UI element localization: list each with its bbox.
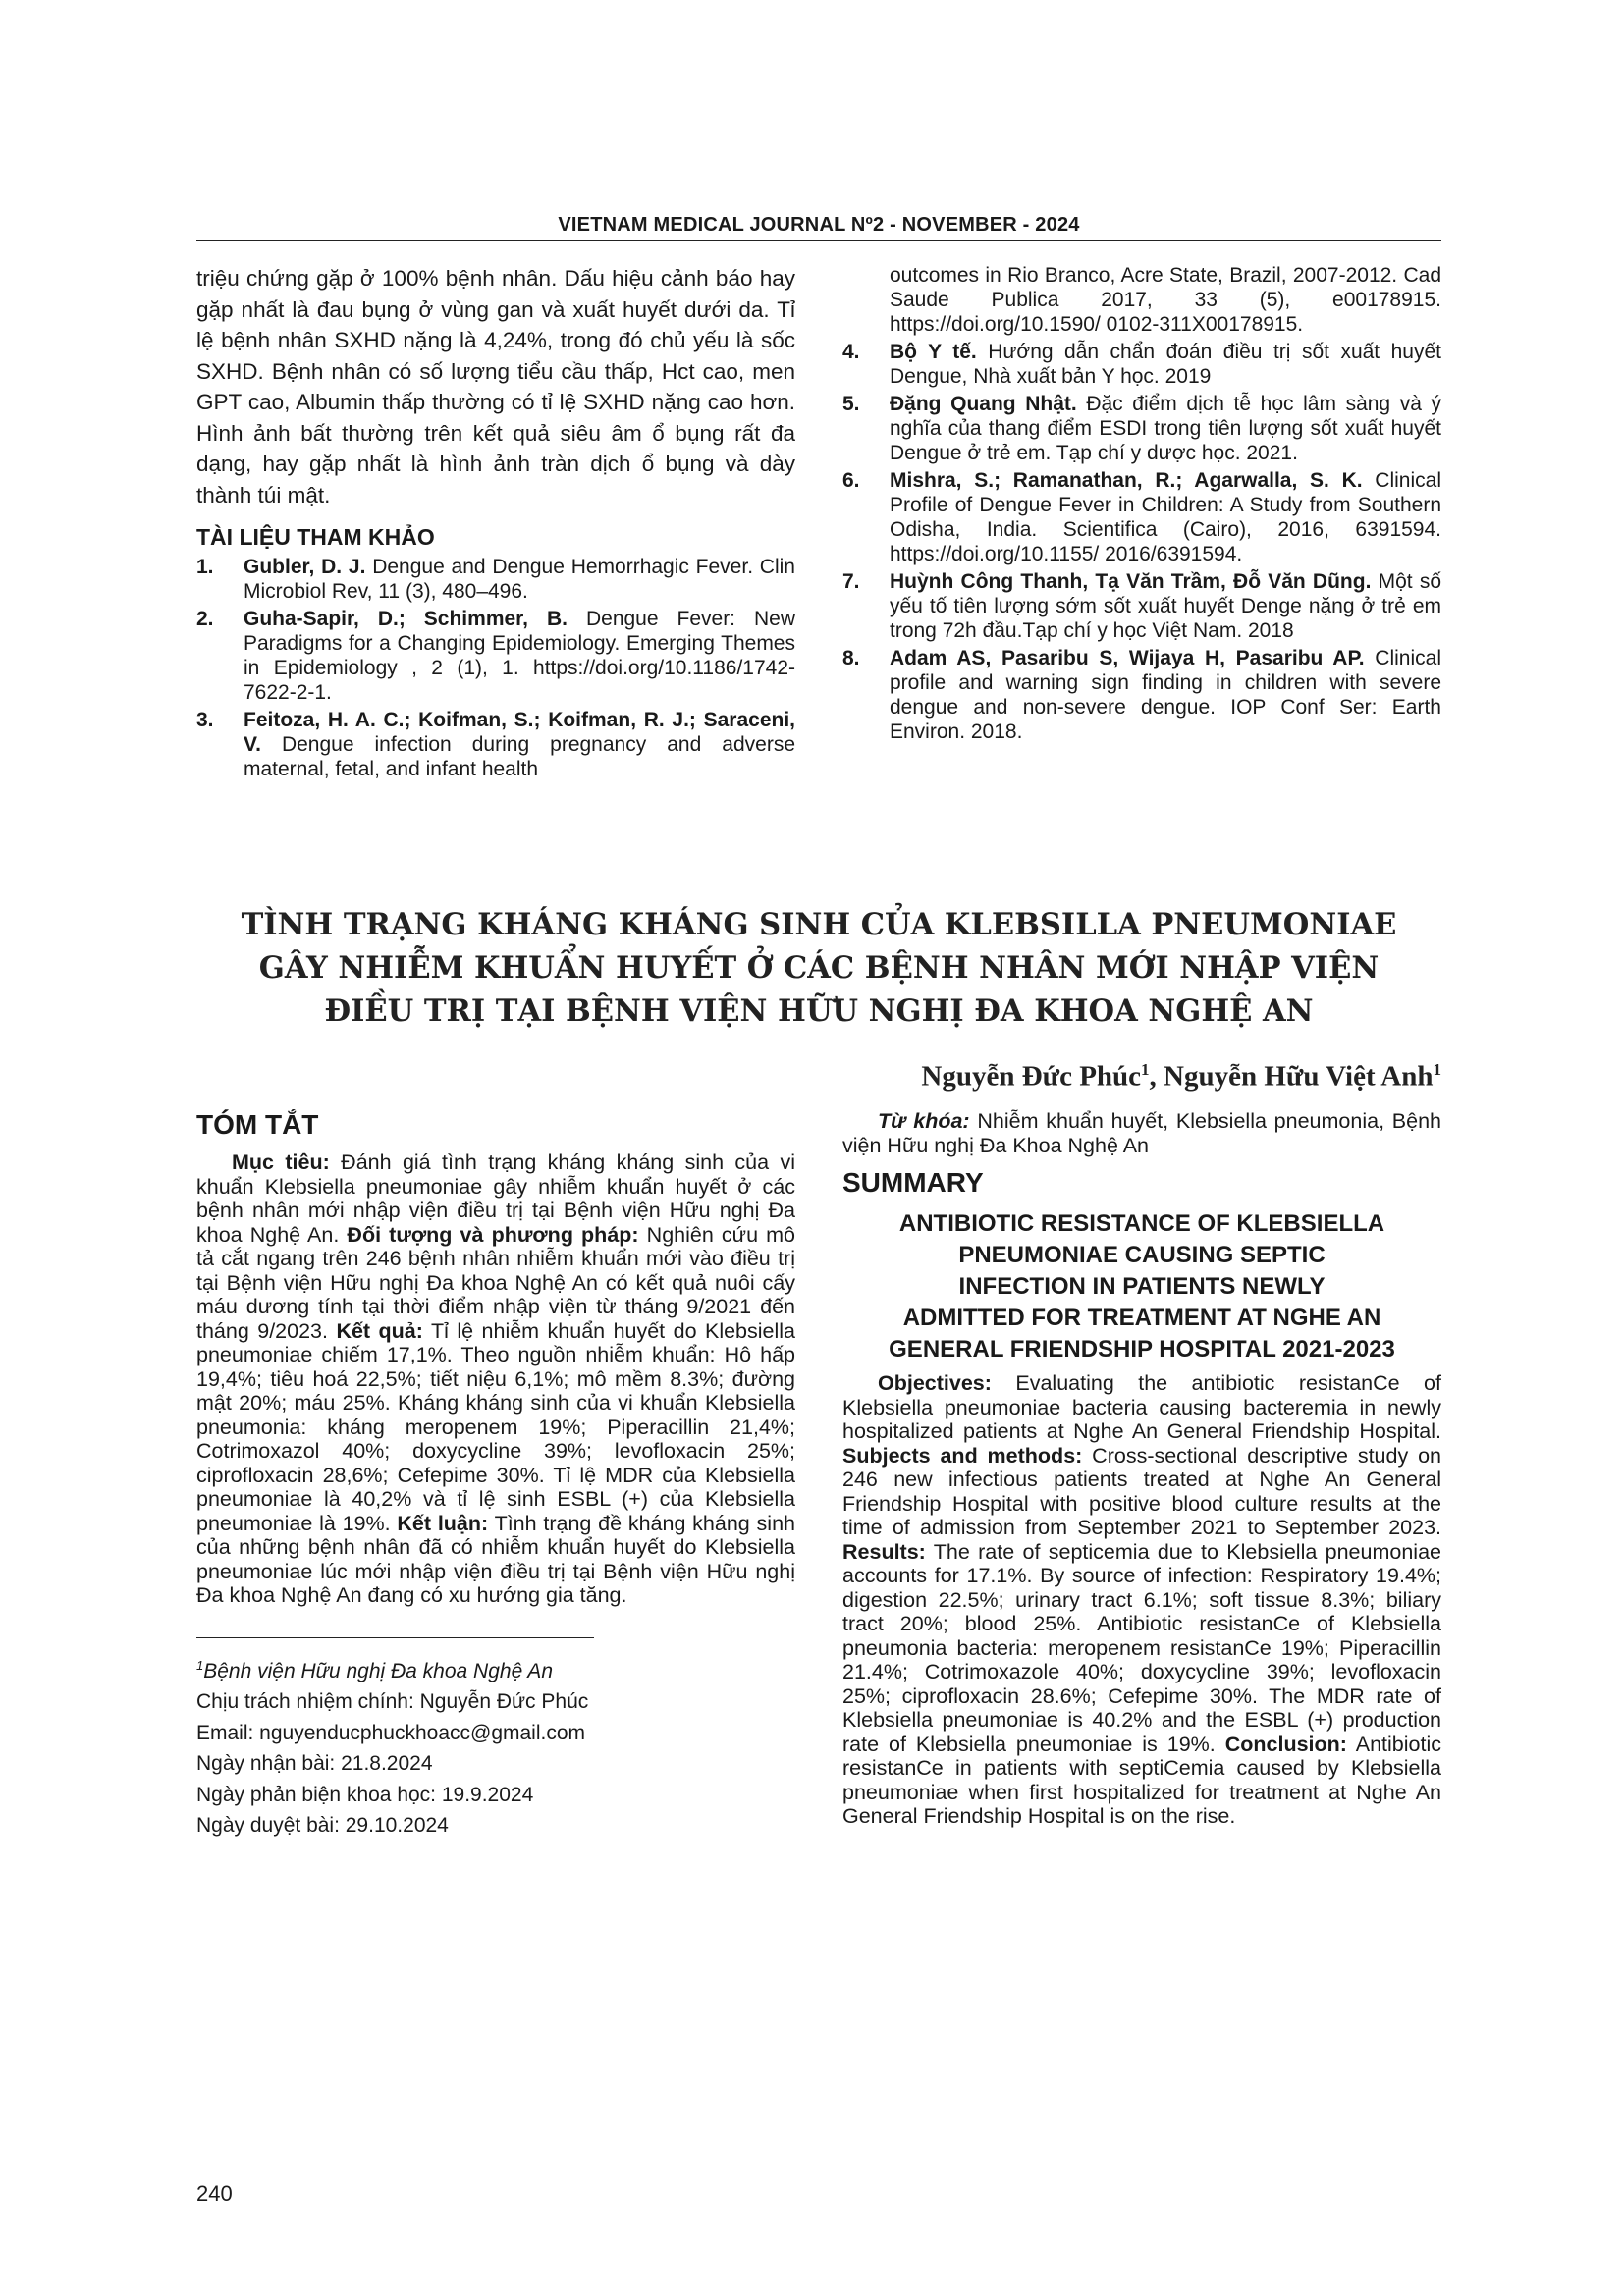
abstract-vi-heading: TÓM TẮT	[196, 1109, 319, 1140]
reference-item: 7. Huỳnh Công Thanh, Tạ Văn Trầm, Đỗ Văn Dũng. Một số yếu tố tiên lượng sớm sốt xuất huyết Denge nặng ở trẻ em trong 72h đầu.Tạp chí y học Việt Nam. 2018	[842, 570, 1442, 642]
footnote-rule	[196, 1637, 594, 1638]
author-list: Nguyễn Đức Phúc$^1$, Nguyễn Hữu Việt Anh$^1$	[921, 1060, 1441, 1093]
references-heading: TÀI LIỆU THAM KHẢO	[196, 524, 435, 550]
header-rule	[196, 240, 1441, 241]
footnote-affiliation: $^1$Bệnh viện Hữu nghị Đa khoa Nghệ An	[196, 1657, 553, 1682]
reference-item: 5. Đặng Quang Nhật. Đặc điểm dịch tễ học lâm sàng và ý nghĩa của thang điểm ESDI trong tiên lượng sốt xuất huyết Dengue ở trẻ em. Tạp chí y dược học. 2021.	[842, 393, 1441, 464]
reference-item: 8. Adam AS, Pasaribu S, Wijaya H, Pasaribu AP. Clinical profile and warning sign finding in children with severe dengue and non-severe dengue. IOP Conf Ser: Earth Environ. 2018.	[842, 647, 1441, 743]
conclusion-tail: triệu chứng gặp ở 100% bệnh nhân. Dấu hiệu cảnh báo hay gặp nhất là đau bụng ở vùng gan và xuất huyết dưới da. Tỉ lệ bệnh nhân SXHD nặng là 4,24%, trong đó chủ yếu là sốc SXHD. Bệnh nhân có số lượng tiểu cầu thấp, Hct cao, men GPT cao, Albumin thấp thường có tỉ lệ SXHD nặng cao hơn. Hình ảnh bất thường trên kết quả siêu âm ổ bụng rất đa dạng, hay gặp nhất là hình ảnh tràn dịch ổ bụng và dày thành túi mật.	[196, 266, 795, 507]
abstract-vi-text: Mục tiêu: Đánh giá tình trạng kháng kháng sinh của vi khuẩn Klebsiella pneumoniae gây nhiễm khuẩn huyết ở các bệnh nhân mới nhập viện điều trị tại Bệnh viện Hữu nghị Đa khoa Nghệ An. Đối tượng và phương pháp: Nghiên cứu mô tả cắt ngang trên 246 bệnh nhân nhiễm khuẩn mới vào điều trị tại Bệnh viện Hữu nghị Đa khoa Nghệ An có kết quả nuôi cấy máu dương tính tại thời điểm nhập viện từ tháng 9/2021 đến tháng 9/2023. Kết quả: Tỉ lệ nhiễm khuẩn huyết do Klebsiella pneumoniae chiếm 17,1%. Theo nguồn nhiễm khuẩn: Hô hấp 19,4%; tiêu hoá 22,5%; tiết niệu 6,1%; mô mềm 8.3%; đường mật 20%; máu 25%. Kháng kháng sinh của vi khuẩn Klebsiella pneumonia: kháng meropenem 19%; Piperacillin 21,4%; Cotrimoxazol 40%; doxycycline 39%; levofloxacin 25%; ciprofloxacin 28,6%; Cefepime 30%. Tỉ lệ MDR của Klebsiella pneumoniae là 40,2% và tỉ lệ sinh ESBL (+) của Klebsiella pneumoniae là 19%. Kết luận: Tình trạng đề kháng kháng sinh của những bệnh nhân đã có nhiễm khuẩn huyết do Klebsiella pneumoniae lúc mới nhập viện điều trị tại Bệnh viện Hữu nghị Đa khoa Nghệ An đang có xu hướng gia tăng.	[196, 1150, 796, 1607]
reference-item: 4. Bộ Y tế. Hướng dẫn chẩn đoán điều trị sốt xuất huyết Dengue, Nhà xuất bản Y học. 2019	[842, 341, 1441, 388]
footnote-corresponding: Chịu trách nhiệm chính: Nguyễn Đức Phúc	[196, 1690, 589, 1713]
article-title: TÌNH TRẠNG KHÁNG KHÁNG SINH CỦA KLEBSILLA PNEUMONIAE GÂY NHIỄM KHUẨN HUYẾT Ở CÁC BỆNH NHÂN MỚI NHẬP VIỆN ĐIỀU TRỊ TẠI BỆNH VIỆN HỮU NGHỊ ĐA KHOA NGHỆ AN	[241, 907, 1397, 1029]
references-list-left	[196, 555, 795, 781]
summary-title: ANTIBIOTIC RESISTANCE OF KLEBSIELLA PNEUMONIAE CAUSING SEPTIC INFECTION IN PATIENTS NEWLY ADMITTED FOR TREATMENT AT NGHE AN GENERAL FRIENDSHIP HOSPITAL 2021-2023	[889, 1210, 1395, 1362]
footnote-reviewed: Ngày phản biện khoa học: 19.9.2024	[196, 1783, 534, 1806]
summary-column	[842, 1109, 1441, 1829]
references-list-right	[842, 340, 1441, 744]
reference-item: 6. Mishra, S.; Ramanathan, R.; Agarwalla, S. K. Clinical Profile of Dengue Fever in Children: A Study from Southern Odisha, India. Scientifica (Cairo), 2016, 6391594. https://doi.org/10.1155/ 2016/6391594.	[842, 469, 1441, 565]
reference-item: 3. Feitoza, H. A. C.; Koifman, S.; Koifman, R. J.; Saraceni, V. Dengue infection during pregnancy and adverse maternal, fetal, and infant health	[196, 709, 795, 780]
abstract-vi-column	[196, 1109, 795, 1842]
reference-continuation: outcomes in Rio Branco, Acre State, Brazil, 2007-2012. Cad Saude Publica 2017, 33 (5), e00178915. https://doi.org/10.1590/ 0102-311X00178915.	[890, 264, 1441, 336]
page-number: 240	[196, 2181, 233, 2206]
keywords: Từ khóa: Nhiễm khuẩn huyết, Klebsiella pneumonia, Bệnh viện Hữu nghị Đa Khoa Nghệ An	[842, 1109, 1442, 1157]
reference-item: 1. Gubler, D. J. Dengue and Dengue Hemorrhagic Fever. Clin Microbiol Rev, 11 (3), 480–496.	[196, 556, 795, 603]
summary-text: Objectives: Evaluating the antibiotic resistanCe of Klebsiella pneumoniae bacteria causing bacteremia in newly hospitalized patients at Nghe An General Friendship Hospital. Subjects and methods: Cross-sectional descriptive study on 246 new infectious patients treated at Nghe An General Friendship Hospital with positive blood culture results at the time of admission from September 2021 to September 2023. Results: The rate of septicemia due to Klebsiella pneumoniae accounts for 17.1%. By source of infection: Respiratory 19.4%; digestion 22.5%; urinary tract 6.1%; soft tissue 8.3%; biliary tract 20%; blood 25%. Antibiotic resistanCe of Klebsiella pneumonia bacteria: meropenem resistanCe 19%; Piperacillin 21.4%; Cotrimoxazole 40%; doxycycline 39%; levofloxacin 25%; ciprofloxacin 28.6%; Cefepime 30%. The MDR rate of Klebsiella pneumoniae is 40.2% and the ESBL (+) production rate of Klebsiella pneumoniae is 19%. Conclusion: Antibiotic resistanCe in patients with septiCemia caused by Klebsiella pneumoniae when first hospitalized for treatment at Nghe An General Friendship Hospital is on the rise.	[842, 1371, 1441, 1828]
running-header: VIETNAM MEDICAL JOURNAL Nº2 - NOVEMBER - 2024	[558, 214, 1080, 236]
prev-article-left-column	[196, 263, 795, 784]
reference-item: 2. Guha-Sapir, D.; Schimmer, B. Dengue Fever: New Paradigms for a Changing Epidemiology. Emerging Themes in Epidemiology , 2 (1), 1. https://doi.org/10.1186/1742-7622-2-1.	[196, 608, 796, 704]
summary-heading: SUMMARY	[842, 1167, 984, 1198]
footnote-email: Email: nguyenducphuckhoacc@gmail.com	[196, 1721, 586, 1744]
footnote-received: Ngày nhận bài: 21.8.2024	[196, 1752, 433, 1775]
footnote-accepted: Ngày duyệt bài: 29.10.2024	[196, 1814, 449, 1837]
prev-article-right-column	[842, 263, 1441, 747]
